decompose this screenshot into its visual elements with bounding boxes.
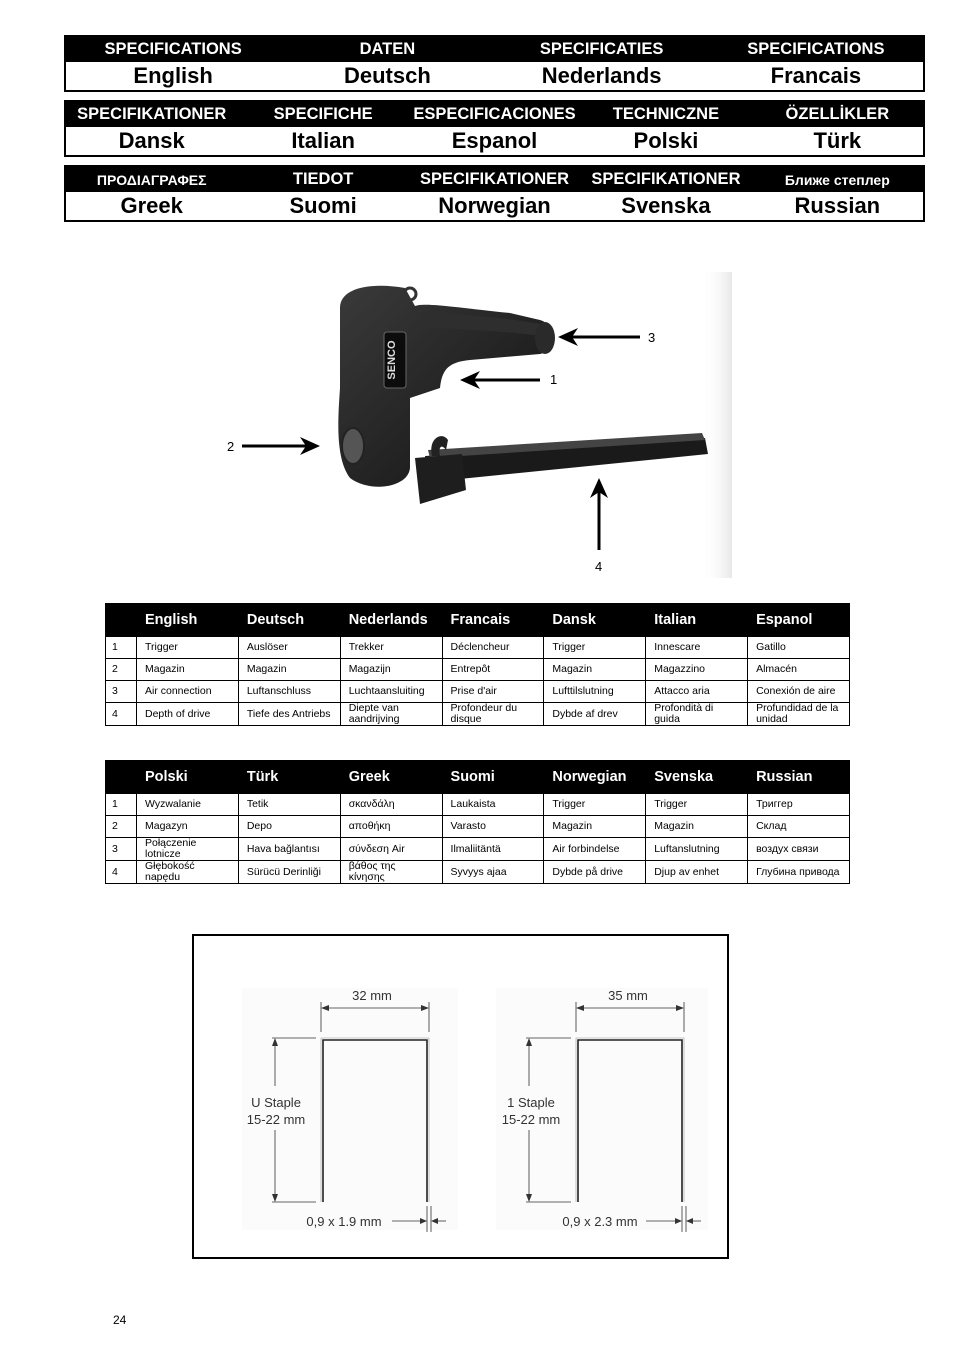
table-cell: Magazin xyxy=(544,659,646,681)
band-language: Espanol xyxy=(451,128,538,153)
band-language: Deutsch xyxy=(343,63,431,88)
band-header: SPECIFICATIONS xyxy=(747,40,885,58)
table-header: Deutsch xyxy=(238,604,340,637)
band-header: SPECIFICATIES xyxy=(539,40,664,58)
staple-diagram xyxy=(192,934,729,1259)
row-number: 2 xyxy=(106,659,137,681)
table-header: Svenska xyxy=(646,761,748,794)
language-band-1 xyxy=(64,35,925,92)
row-number: 3 xyxy=(106,681,137,703)
band-header: ΠΡΟΔΙΑΓΡΑΦΕΣ xyxy=(96,171,207,188)
band-header: Ближе степлер xyxy=(784,171,890,188)
row-number: 2 xyxy=(106,816,137,838)
table-header xyxy=(106,761,137,794)
table-row xyxy=(106,816,850,838)
table-cell: Magazin xyxy=(238,659,340,681)
band-header: SPECIFICATIONS xyxy=(104,40,242,58)
table-cell: Almacén xyxy=(748,659,850,681)
band-language: Russian xyxy=(794,193,881,218)
table-cell: Varasto xyxy=(442,816,544,838)
table-header: Türk xyxy=(238,761,340,794)
table-row xyxy=(106,659,850,681)
right-width-label: 35 mm xyxy=(608,988,648,1003)
table-row xyxy=(106,794,850,816)
table-row xyxy=(106,861,850,884)
table-cell: Luftanschluss xyxy=(238,681,340,703)
right-wire-label: 0,9 x 2.3 mm xyxy=(562,1214,638,1229)
row-number: 1 xyxy=(106,794,137,816)
table-row xyxy=(106,637,850,659)
table-row xyxy=(106,681,850,703)
table-cell: σκανδάλη xyxy=(340,794,442,816)
table-header: Espanol xyxy=(748,604,850,637)
table-cell: σύνδεση Air xyxy=(340,838,442,861)
table-header: Francais xyxy=(442,604,544,637)
table-cell: Trekker xyxy=(340,637,442,659)
table-cell: Połączenie lotnicze xyxy=(137,838,239,861)
table-cell: Prise d'air xyxy=(442,681,544,703)
translation-table-1 xyxy=(105,603,850,726)
table-cell: воздух связи xyxy=(748,838,850,861)
band-language: Suomi xyxy=(289,193,357,218)
table-cell: Luchtaansluiting xyxy=(340,681,442,703)
callout-label-4: 4 xyxy=(595,559,603,574)
table-cell: Trigger xyxy=(137,637,239,659)
stapler-photo xyxy=(210,268,740,580)
table-header: Polski xyxy=(137,761,239,794)
left-wire-label: 0,9 x 1.9 mm xyxy=(306,1214,382,1229)
table-header: Nederlands xyxy=(340,604,442,637)
table-cell: Ilmaliitäntä xyxy=(442,838,544,861)
table-cell: Gatillo xyxy=(748,637,850,659)
table-cell: Diepte van aandrijving xyxy=(340,703,442,726)
table-header: Dansk xyxy=(544,604,646,637)
brand-logo: SENCO xyxy=(386,340,398,380)
right-staple-name: 1 Staple xyxy=(507,1095,555,1110)
callout-arrow-2 xyxy=(242,437,320,455)
table-cell: Trigger xyxy=(646,794,748,816)
table-cell: Profundidad de la unidad xyxy=(748,703,850,726)
language-band-2 xyxy=(64,100,925,157)
table-header-row xyxy=(106,761,850,794)
left-staple-range: 15-22 mm xyxy=(246,1112,306,1127)
table-cell: Dybde på drive xyxy=(544,861,646,884)
table-header: Russian xyxy=(748,761,850,794)
band-language: Svenska xyxy=(621,193,711,218)
table-cell: Profondeur du disque xyxy=(442,703,544,726)
table-cell: Magazin xyxy=(646,816,748,838)
table-cell: Wyzwalanie xyxy=(137,794,239,816)
table-cell: βάθος της κίνησης xyxy=(340,861,442,884)
band-header: ESPECIFICACIONES xyxy=(413,105,576,123)
table-cell: Syvyys ajaa xyxy=(442,861,544,884)
callout-arrow-3 xyxy=(558,328,640,346)
table-cell: Hava bağlantısı xyxy=(238,838,340,861)
band-header: SPECIFIKATIONER xyxy=(591,170,741,188)
table-header: English xyxy=(137,604,239,637)
right-staple-range: 15-22 mm xyxy=(501,1112,561,1127)
row-number: 3 xyxy=(106,838,137,861)
band-header: ÖZELLİKLER xyxy=(785,105,890,123)
table-header: Italian xyxy=(646,604,748,637)
band-header: SPECIFIKATIONER xyxy=(419,170,570,188)
table-cell: Entrepôt xyxy=(442,659,544,681)
left-width-label: 32 mm xyxy=(352,988,392,1003)
photo-edge-shadow xyxy=(702,272,732,578)
table-cell: Luftanslutning xyxy=(646,838,748,861)
band-header: DATEN xyxy=(359,40,416,58)
table-cell: Profondità di guida xyxy=(646,703,748,726)
table-cell: Tetik xyxy=(238,794,340,816)
table-cell: Air connection xyxy=(137,681,239,703)
table-cell: Триггер xyxy=(748,794,850,816)
band-language: Polski xyxy=(633,128,699,153)
table-header: Suomi xyxy=(442,761,544,794)
band-language: Dansk xyxy=(118,128,185,153)
callout-arrow-1 xyxy=(460,371,540,389)
air-fitting xyxy=(535,322,555,354)
page-number: 24 xyxy=(113,1313,127,1327)
table-cell: Depo xyxy=(238,816,340,838)
table-header: Norwegian xyxy=(544,761,646,794)
table-cell: Déclencheur xyxy=(442,637,544,659)
translation-table-2 xyxy=(105,760,850,884)
table-cell: Depth of drive xyxy=(137,703,239,726)
table-cell: Trigger xyxy=(544,637,646,659)
table-cell: Magazin xyxy=(544,816,646,838)
table-cell: Conexión de aire xyxy=(748,681,850,703)
band-language: Greek xyxy=(120,193,183,218)
table-cell: Trigger xyxy=(544,794,646,816)
table-header: Greek xyxy=(340,761,442,794)
table-header xyxy=(106,604,137,637)
depth-knob xyxy=(342,428,364,464)
band-header: TIEDOT xyxy=(292,170,354,188)
table-cell: Sürücü Derinliği xyxy=(238,861,340,884)
row-number: 4 xyxy=(106,861,137,884)
stapler-illustration xyxy=(210,268,740,580)
table-cell: Magazin xyxy=(137,659,239,681)
band-header: SPECIFICHE xyxy=(273,105,373,123)
left-staple-name: U Staple xyxy=(251,1095,301,1110)
table-cell: Air forbindelse xyxy=(544,838,646,861)
staple-diagram-drawing xyxy=(194,936,727,1257)
table-row xyxy=(106,838,850,861)
table-row xyxy=(106,703,850,726)
band-header: TECHNICZNE xyxy=(612,105,720,123)
table-cell: Attacco aria xyxy=(646,681,748,703)
table-cell: Djup av enhet xyxy=(646,861,748,884)
table-cell: Склад xyxy=(748,816,850,838)
band-language: Francais xyxy=(770,63,862,88)
table-cell: Magazyn xyxy=(137,816,239,838)
band-language: Norwegian xyxy=(438,193,551,218)
table-cell: Lufttilslutning xyxy=(544,681,646,703)
row-number: 1 xyxy=(106,637,137,659)
band-language: Italian xyxy=(291,128,355,153)
band-language: English xyxy=(133,63,213,88)
band-header: SPECIFIKATIONER xyxy=(77,105,227,123)
callout-label-1: 1 xyxy=(550,372,558,387)
tool-nose xyxy=(415,454,466,504)
table-cell: αποθήκη xyxy=(340,816,442,838)
table-cell: Глубина привода xyxy=(748,861,850,884)
band-language: Nederlands xyxy=(541,63,662,88)
table-cell: Magazzino xyxy=(646,659,748,681)
language-band-3 xyxy=(64,165,925,222)
table-cell: Tiefe des Antriebs xyxy=(238,703,340,726)
callout-label-2: 2 xyxy=(227,439,235,454)
table-cell: Laukaista xyxy=(442,794,544,816)
table-cell: Auslöser xyxy=(238,637,340,659)
table-cell: Dybde af drev xyxy=(544,703,646,726)
table-cell: Innescare xyxy=(646,637,748,659)
table-header-row xyxy=(106,604,850,637)
band-language: Türk xyxy=(813,128,862,153)
table-cell: Głębokość napędu xyxy=(137,861,239,884)
table-cell: Magazijn xyxy=(340,659,442,681)
row-number: 4 xyxy=(106,703,137,726)
callout-label-3: 3 xyxy=(648,330,656,345)
callout-arrow-4 xyxy=(590,478,608,550)
